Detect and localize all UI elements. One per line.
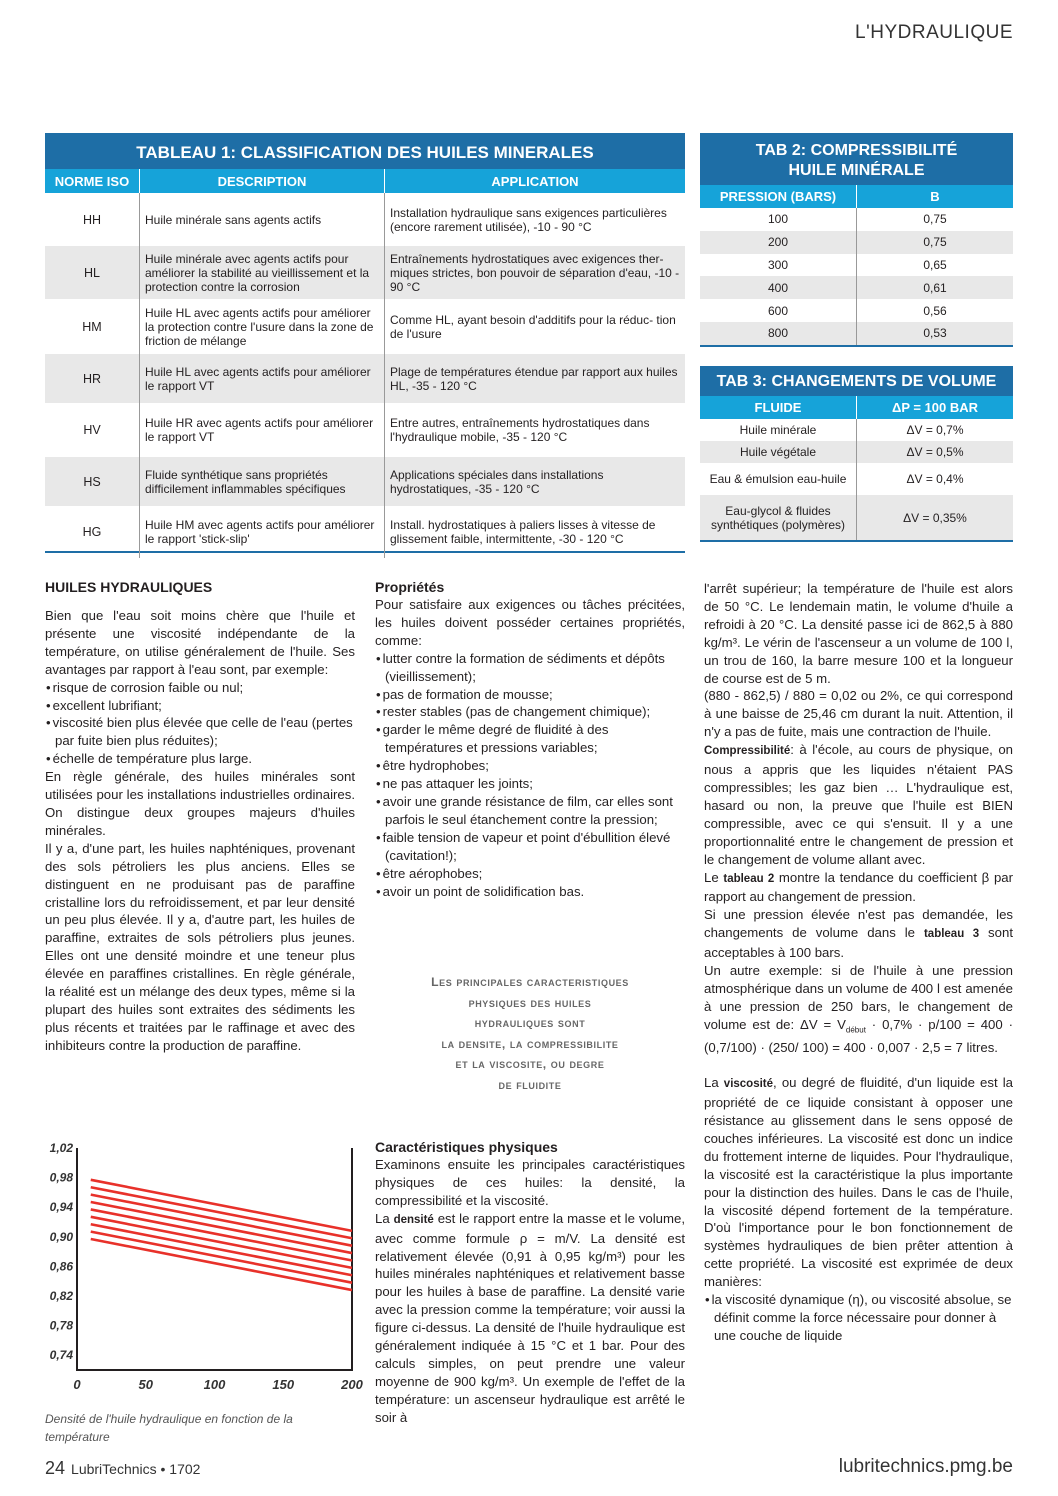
application-cell: Install. hydrostatiques à paliers lisses à vitesse de glissement faible, intermittente, -30 - 120 °C xyxy=(390,518,656,546)
col3-paragraph-3 xyxy=(704,741,1013,868)
table2-title xyxy=(700,133,1013,185)
pressure-cell: 300 xyxy=(700,254,857,277)
table3-header-dp: ΔP = 100 BAR xyxy=(891,400,979,415)
text-span: · 0,7% · p/100 = 400 · (0,7/100) · (250/ 100) = 400 · 0,007 · 2,5 = 7 litres. xyxy=(704,1016,1013,1056)
heading-huiles-hydrauliques: HUILES HYDRAULIQUES xyxy=(45,579,213,595)
pull-quote-line: Les principales caracteristiques xyxy=(431,975,629,989)
col1-paragraph-3: Il y a, d'une part, les huiles naphténiques, provenant des sols pétroliers les plus anciens. Elles se distinguent en ne produisant pas de paraffine cristalline lors du refroidissement, et par leur densité un peu plus élevée. Il y a, d'autre part, les huiles de paraffine, extraites de sols pétroliers plus jeunes. Elles ont une densité moindre et une teneur plus élevée en paraffines cristallines. En règle générale, la réalité est un mélange des deux types, même si la plupart des huiles sont extraites des sédiments les plus récents et traitées par le raffinage et avec des inhibiteurs contre la production de paraffine. xyxy=(45,840,355,1053)
pressure-cell: 100 xyxy=(700,208,857,231)
iso-norm-cell: HL xyxy=(45,246,140,299)
y-tick-label: 0,74 xyxy=(49,1348,73,1363)
pressure-cell: 800 xyxy=(700,322,857,345)
table-row xyxy=(700,208,1013,231)
list-item: • risque de corrosion faible ou nul; xyxy=(45,679,355,697)
application-cell: Comme HL, ayant besoin d'additifs pour la réduc- tion de l'usure xyxy=(390,312,676,341)
table3-title: TAB 3: CHANGEMENTS DE VOLUME xyxy=(700,366,1013,396)
pressure-cell: 600 xyxy=(700,299,857,322)
pressure-cell: 200 xyxy=(700,231,857,254)
col3-paragraph-6 xyxy=(704,962,1013,1057)
text-span: Un autre exemple: si de l'huile à une pression atmosphérique dans un volume de 400 l est amenée à une pression de 250 bars, le changement de volume est de: ΔV = V xyxy=(704,963,1013,1032)
col1-paragraph-1: Bien que l'eau soit moins chère que l'huile et présente une viscosité indépendante de la température, on utilise généralement de l'huile. Ses avantages par rapport à l'eau sont, par exemple: xyxy=(45,608,355,677)
y-tick-label: 0,86 xyxy=(49,1259,73,1274)
application-cell: Applications spéciales dans installations hydrostatiques, -35 - 120 °C xyxy=(390,467,604,496)
text-span: montre la tendance du coefficient β par rapport au changement de pression. xyxy=(704,869,1014,905)
text-span: , ou degré de fluidité, d'un liquide est la propriété de ce liquide consistant à opposer une résistance au glissement dans le sens opposé de couches inférieures. La viscosité est donc un indice du frottement interne de liquides. Pour l'hydraulique, la viscosité est la caractéristique la plus importante pour la distinction des huiles. Dans le cas de l'huile, la viscosité dépend fortement de la température. D'où l'importance pour le bon fonctionnement de systèmes hydrauliques de bien prêter attention à cette propriété. La viscosité est exprimée de deux manières: xyxy=(704,1075,1013,1290)
table2-title-line1: TAB 2: COMPRESSIBILITÉ xyxy=(755,142,958,159)
list-item: • ne pas attaquer les joints; xyxy=(375,775,685,793)
table-row xyxy=(700,231,1013,254)
description-cell: Huile minérale sans agents actifs xyxy=(140,193,385,246)
table3-header xyxy=(700,396,1013,419)
x-tick-label: 150 xyxy=(272,1377,295,1392)
fluid-cell: Huile minérale xyxy=(700,419,857,441)
heading-caracteristiques-physiques: Caractéristiques physiques xyxy=(375,1139,558,1155)
volume-change-cell: ΔV = 0,7% xyxy=(906,423,964,437)
table2-title-line2: HUILE MINÉRALE xyxy=(788,162,925,179)
table-row xyxy=(45,403,685,457)
list-item: • excellent lubrifiant; xyxy=(45,697,355,715)
col2-paragraph-1: Pour satisfaire aux exigences ou tâches précitées, les huiles doivent posséder certaines propriétés, comme: xyxy=(375,597,685,648)
table-row xyxy=(45,354,685,403)
list-item: • être aérophobes; xyxy=(375,865,685,883)
y-tick-label: 0,94 xyxy=(49,1200,73,1215)
text-span: Si une pression élevée n'est pas demandée, les changements de volume dans le xyxy=(704,907,1013,941)
list-item: • faible tension de vapeur et point d'ébullition élevé (cavitation!); xyxy=(375,829,685,865)
iso-norm-cell: HH xyxy=(45,193,140,246)
beta-cell: 0,61 xyxy=(923,280,947,295)
description-cell: Huile HR avec agents actifs pour améliorer le rapport VT xyxy=(140,403,385,457)
table-row xyxy=(45,299,685,354)
pull-quote-line: la densite, la compressibilite xyxy=(441,1036,619,1051)
application-cell: Entre autres, entraînements hydrostatiques dans l'hydraulique mobile, -35 - 120 °C xyxy=(390,416,650,444)
table-row xyxy=(700,299,1013,322)
volume-change-cell: ΔV = 0,35% xyxy=(903,510,967,525)
table2-header xyxy=(700,185,1013,208)
column-1 xyxy=(45,578,355,1055)
description-cell: Huile HL avec agents actifs pour améliorer le rapport VT xyxy=(140,354,385,403)
pull-quote-line: et la viscosite, ou degre xyxy=(455,1057,605,1071)
iso-norm-cell: HM xyxy=(45,299,140,354)
table1-header xyxy=(45,169,685,193)
col3-paragraph-4 xyxy=(704,869,1013,907)
table1-title: TABLEAU 1: CLASSIFICATION DES HUILES MINERALES xyxy=(45,133,685,169)
list-item: • avoir un point de solidification bas. xyxy=(375,883,685,901)
col3-paragraph-2: (880 - 862,5) / 880 = 0,02 ou 2%, ce qui correspond à une baisse de 25,46 cm durant la nuit. Attention, il n'y a pas de fuite, mais une contraction de l'huile. xyxy=(704,688,1013,740)
list-item: • pas de formation de mousse; xyxy=(375,686,685,704)
table-row xyxy=(700,441,1013,463)
density-chart xyxy=(40,1138,363,1398)
y-tick-label: 1,02 xyxy=(49,1141,73,1155)
list-item: • rester stables (pas de changement chimique); xyxy=(375,703,685,721)
table-row xyxy=(700,495,1013,540)
col3-paragraph-5 xyxy=(704,906,1013,962)
text-span: sont acceptables à 100 bars. xyxy=(704,925,1013,961)
list-item: • la viscosité dynamique (η), ou viscosité absolue, se définit comme la force nécessaire pour donner à une couche de liquide xyxy=(704,1291,1013,1345)
table-row xyxy=(700,322,1013,345)
description-cell: Huile HM avec agents actifs pour améliorer le rapport 'stick-slip' xyxy=(140,506,385,558)
col3-paragraph-7 xyxy=(704,1074,1013,1291)
application-cell: Installation hydraulique sans exigences particulières (encore rarement utilisée), -10 - 90 °C xyxy=(390,205,667,234)
magazine-issue: LubriTechnics • 1702 xyxy=(71,1461,201,1477)
volume-change-table xyxy=(700,366,1013,542)
keyword-densite: densité xyxy=(393,1213,434,1226)
y-tick-label: 0,98 xyxy=(49,1170,73,1185)
col1-paragraph-2: En règle générale, des huiles minérales sont utilisées pour les installations industrielles ordinaires. On distingue deux groupes majeurs d'huiles minérales. xyxy=(45,769,355,838)
list-item: • être hydrophobes; xyxy=(375,757,685,775)
table1-header-norm: NORME ISO xyxy=(45,169,140,193)
column-3 xyxy=(704,580,1013,1345)
subscript: début xyxy=(845,1025,866,1035)
iso-norm-cell: HV xyxy=(45,403,140,457)
description-cell: Huile minérale avec agents actifs pour améliorer la stabilité au vieillissement et la protection contre la corrosion xyxy=(140,246,385,299)
keyword-tableau-3: tableau 3 xyxy=(923,928,980,941)
col3-paragraph-1: l'arrêt supérieur; la température de l'huile est alors de 50 °C. Le lendemain matin, le volume d'huile a refroidi à 20 °C. La densité passe ici de 862,5 à 880 kg/m³. Le vérin de l'ascenseur a un volume de 100 l, un trou de 160, la barre mesure 100 et la longueur de course est de 5 m. xyxy=(704,581,1013,686)
table1-header-description: DESCRIPTION xyxy=(140,169,385,193)
col2-bullet-list xyxy=(375,650,685,901)
x-tick-label: 0 xyxy=(73,1377,81,1392)
fluid-cell: Eau-glycol & fluides synthétiques (polymères) xyxy=(700,495,857,540)
iso-norm-cell: HS xyxy=(45,457,140,506)
section-title: L'HYDRAULIQUE xyxy=(855,22,1013,43)
y-tick-label: 0,82 xyxy=(49,1289,73,1303)
fluid-cell: Eau & émulsion eau-huile xyxy=(700,463,857,495)
volume-change-cell: ΔV = 0,4% xyxy=(906,472,964,486)
list-item: • échelle de température plus large. xyxy=(45,750,355,768)
text-span: Le xyxy=(704,869,724,885)
y-tick-label: 0,78 xyxy=(49,1318,73,1333)
application-cell: Plage de températures étendue par rapport aux huiles HL, -35 - 120 °C xyxy=(390,364,678,393)
pull-quote-line: physiques des huiles xyxy=(468,995,592,1010)
website-link[interactable]: lubritechnics.pmg.be xyxy=(838,1456,1013,1477)
description-cell: Huile HL avec agents actifs pour améliorer la protection contre l'usure dans la zone de friction de mélange xyxy=(140,299,385,354)
x-tick-label: 200 xyxy=(341,1377,363,1392)
column-2-lower xyxy=(375,1138,685,1427)
chart-caption: Densité de l'huile hydraulique en fonction de la température xyxy=(45,1412,293,1444)
fluid-cell: Huile végétale xyxy=(700,441,857,463)
pressure-cell: 400 xyxy=(700,276,857,299)
compressibility-table xyxy=(700,133,1013,347)
y-tick-label: 0,90 xyxy=(49,1229,73,1244)
table-row xyxy=(700,419,1013,441)
x-tick-label: 50 xyxy=(138,1377,153,1392)
classification-table xyxy=(45,133,685,553)
footer-left xyxy=(45,1458,200,1479)
column-2 xyxy=(375,578,685,900)
col1-bullet-list xyxy=(45,679,355,769)
table1-header-application: APPLICATION xyxy=(491,173,579,189)
iso-norm-cell: HR xyxy=(45,354,140,403)
table3-header-fluid: FLUIDE xyxy=(700,396,857,419)
table-row xyxy=(45,246,685,299)
table-row xyxy=(700,254,1013,277)
application-cell: Entraînements hydrostatiques avec exigences ther- miques strictes, bon pouvoir de séparation d'eau, -10 - 90 °C xyxy=(390,251,680,294)
text-span: : à l'école, au cours de physique, on nous a appris que les liquides n'étaient PAS compressibles; les gaz bien … L'hydraulique est, hasard ou non, la preuve que l'huile est BIEN compressible, avec ce qui s'ensuit. Il y a une proportionnalité entre le changement de pression et le changement de volume allant avec. xyxy=(704,742,1013,867)
list-item: • garder le même degré de fluidité à des températures et pressions variables; xyxy=(375,721,685,757)
beta-cell: 0,65 xyxy=(923,257,947,272)
text-span: est le rapport entre la masse et le volume, avec comme formule ρ = m/V. La densité est relativement élevée (0,91 à 0,95 kg/m³) pour les huiles minérales naphténiques et relativement basse pour les huiles à base de paraffine. La densité varie avec la pression comme la température; voir aussi la figure ci-dessus. La densité de l'huile hydraulique est généralement indiquée à 15 °C et 1 bar. Pour des calculs simples, on peut prendre une valeur moyenne de 900 kg/m³. Un exemple de l'effet de la température: un ascenseur hydraulique est arrêté le soir à xyxy=(375,1210,685,1425)
table-row xyxy=(45,457,685,506)
pull-quote-line: hydrauliques sont xyxy=(474,1016,586,1030)
iso-norm-cell: HG xyxy=(45,506,140,558)
page-number: 24 xyxy=(45,1458,66,1478)
beta-cell: 0,56 xyxy=(923,303,947,318)
x-tick-label: 100 xyxy=(203,1377,226,1392)
list-item: • lutter contre la formation de sédiments et dépôts (vieillissement); xyxy=(375,650,685,686)
pull-quote-line: de fluidite xyxy=(498,1077,562,1092)
text-span: La xyxy=(704,1075,724,1091)
beta-cell: 0,75 xyxy=(923,235,947,250)
list-item: • viscosité bien plus élevée que celle de l'eau (pertes par fuite bien plus réduites); xyxy=(45,714,355,750)
density-line-5 xyxy=(91,1209,352,1260)
table-row xyxy=(700,276,1013,299)
keyword-viscosite: viscosité xyxy=(723,1078,774,1091)
text-span: La xyxy=(375,1210,394,1226)
pull-quote xyxy=(375,972,685,1095)
list-item: • avoir une grande résistance de film, car elles sont parfois le seul étanchement contre la pression; xyxy=(375,793,685,829)
col3-bullet-list xyxy=(704,1291,1013,1345)
beta-cell: 0,53 xyxy=(923,326,947,341)
spacer xyxy=(704,1057,1013,1074)
volume-change-cell: ΔV = 0,5% xyxy=(906,445,964,459)
col2-paragraph-2: Examinons ensuite les principales caractéristiques physiques de ces huiles: la densité, la compressibilité et la viscosité. xyxy=(375,1157,685,1208)
beta-cell: 0,75 xyxy=(923,212,947,227)
keyword-compressibilite: Compressibilité xyxy=(704,745,791,758)
table2-header-pressure: PRESSION (BARS) xyxy=(700,185,857,208)
table-row xyxy=(700,463,1013,495)
heading-proprietes: Propriétés xyxy=(375,579,445,595)
col2-paragraph-3 xyxy=(375,1210,685,1427)
table-row xyxy=(45,506,685,558)
table-row xyxy=(45,193,685,246)
table2-header-beta: Β xyxy=(930,189,940,204)
description-cell: Fluide synthétique sans propriétés difficilement inflammables spécifiques xyxy=(140,457,385,506)
keyword-tableau-2: tableau 2 xyxy=(723,872,775,885)
